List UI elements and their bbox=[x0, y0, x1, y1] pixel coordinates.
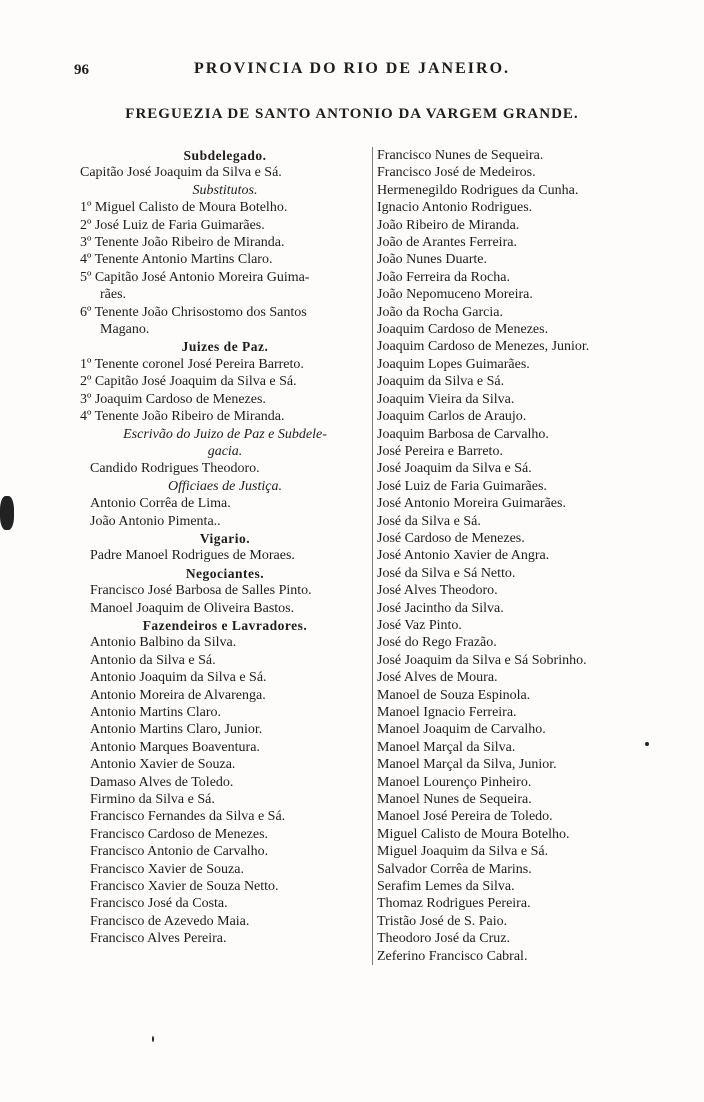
name-entry: Thomaz Rodrigues Pereira. bbox=[377, 896, 531, 912]
name-entry: João de Arantes Ferreira. bbox=[377, 235, 517, 251]
subdelegado-name: Capitão José Joaquim da Silva e Sá. bbox=[80, 165, 282, 181]
name-entry: José da Silva e Sá Netto. bbox=[377, 565, 516, 581]
name-entry: Francisco Nunes de Sequeira. bbox=[377, 148, 544, 163]
fazendeiros-heading: Fazendeiros e Lavradores. bbox=[142, 617, 308, 633]
name-entry: José Jacintho da Silva. bbox=[377, 600, 504, 616]
fazendeiro-entry: Francisco José da Costa. bbox=[90, 896, 228, 912]
name-entry: Manoel Nunes de Sequeira. bbox=[377, 792, 532, 808]
fazendeiros-list bbox=[80, 634, 370, 947]
name-entry: José Joaquim da Silva e Sá Sobrinho. bbox=[377, 652, 587, 668]
name-entry: Hermenegildo Rodrigues da Cunha. bbox=[377, 182, 579, 198]
name-entry: João Nepomuceno Moreira. bbox=[377, 287, 533, 303]
name-entry: João Ferreira da Rocha. bbox=[377, 269, 510, 285]
name-entry: Miguel Calisto de Moura Botelho. bbox=[377, 826, 570, 842]
name-entry: João Nunes Duarte. bbox=[377, 252, 488, 268]
name-entry: Joaquim Barbosa de Carvalho. bbox=[377, 426, 549, 442]
fazendeiro-entry: Antonio Moreira de Alvarenga. bbox=[90, 687, 266, 703]
juiz-entry: 2º Capitão José Joaquim da Silva e Sá. bbox=[80, 374, 297, 390]
name-entry: José Alves Theodoro. bbox=[377, 583, 498, 599]
name-entry: Francisco José de Medeiros. bbox=[377, 165, 536, 181]
name-entry: José Luiz de Faria Guimarães. bbox=[377, 478, 547, 494]
name-entry: José da Silva e Sá. bbox=[377, 513, 481, 529]
fazendeiro-entry: Francisco Fernandes da Silva e Sá. bbox=[90, 809, 286, 825]
name-entry: José Pereira e Barreto. bbox=[377, 443, 503, 459]
name-entry: Manoel Marçal da Silva, Junior. bbox=[377, 757, 557, 773]
left-column bbox=[80, 147, 370, 948]
substituto-entry: 1º Miguel Calisto de Moura Botelho. bbox=[80, 200, 288, 216]
ink-speck bbox=[645, 742, 649, 746]
name-entry: José Joaquim da Silva e Sá. bbox=[377, 461, 532, 477]
section-title: FREGUEZIA DE SANTO ANTONIO DA VARGEM GRANDE. bbox=[125, 106, 579, 122]
name-entry: Manoel Marçal da Silva. bbox=[377, 739, 516, 755]
official-entry: João Antonio Pimenta.. bbox=[90, 513, 221, 529]
fazendeiro-entry: Damaso Alves de Toledo. bbox=[90, 774, 234, 790]
names-list bbox=[377, 147, 677, 965]
negociante-entry: Manoel Joaquim de Oliveira Bastos. bbox=[90, 600, 295, 616]
name-entry: João Ribeiro de Miranda. bbox=[377, 217, 520, 233]
name-entry: Manoel Lourenço Pinheiro. bbox=[377, 774, 532, 790]
fazendeiro-entry: Antonio Joaquim da Silva e Sá. bbox=[90, 670, 267, 686]
substituto-entry: 2º José Luiz de Faria Guimarães. bbox=[80, 217, 265, 233]
fazendeiro-entry: Antonio Balbino da Silva. bbox=[90, 635, 237, 651]
name-entry: Tristão José de S. Paio. bbox=[377, 913, 508, 929]
juiz-entry: 3º Joaquim Cardoso de Menezes. bbox=[80, 391, 266, 407]
fazendeiro-entry: Antonio Martins Claro. bbox=[90, 705, 222, 720]
substituto-entry: 3º Tenente João Ribeiro de Miranda. bbox=[80, 235, 285, 251]
name-entry: Zeferino Francisco Cabral. bbox=[377, 948, 528, 964]
name-entry: José do Rego Frazão. bbox=[377, 635, 497, 651]
right-column bbox=[372, 147, 677, 965]
name-entry: Joaquim Carlos de Araujo. bbox=[377, 409, 527, 425]
name-entry: Joaquim Lopes Guimarães. bbox=[377, 356, 530, 372]
name-entry: Salvador Corrêa de Marins. bbox=[377, 861, 532, 877]
official-entry: Antonio Corrêa de Lima. bbox=[90, 496, 231, 512]
negociantes-heading: Negociantes. bbox=[185, 565, 265, 581]
fazendeiro-entry: Francisco Xavier de Souza. bbox=[90, 861, 244, 877]
name-entry: Serafim Lemes da Silva. bbox=[377, 879, 515, 895]
fazendeiro-entry: Antonio Marques Boaventura. bbox=[90, 739, 260, 755]
vigario-heading: Vigario. bbox=[199, 530, 251, 546]
escrivao-heading: Escrivão do Juizo de Paz e Subdele- bbox=[123, 426, 327, 442]
ink-blot bbox=[0, 496, 14, 530]
name-entry: José Antonio Moreira Guimarães. bbox=[377, 496, 566, 512]
fazendeiro-entry: Francisco Alves Pereira. bbox=[90, 931, 227, 947]
name-entry: João da Rocha Garcia. bbox=[377, 304, 503, 320]
escrivao-name: Candido Rodrigues Theodoro. bbox=[90, 461, 260, 477]
substituto-entry-cont: rães. bbox=[100, 287, 127, 303]
name-entry: Manoel José Pereira de Toledo. bbox=[377, 809, 553, 825]
substitutos-heading: Substitutos. bbox=[192, 182, 258, 198]
name-entry: José Cardoso de Menezes. bbox=[377, 530, 525, 546]
fazendeiro-entry: Francisco Xavier de Souza Netto. bbox=[90, 879, 279, 895]
name-entry: Manoel de Souza Espinola. bbox=[377, 687, 531, 703]
fazendeiro-entry: Antonio Martins Claro, Junior. bbox=[90, 722, 263, 738]
substituto-entry: 6º Tenente João Chrisostomo dos Santos bbox=[80, 304, 307, 320]
running-title: PROVINCIA DO RIO DE JANEIRO. bbox=[193, 60, 511, 77]
name-entry: Manoel Joaquim de Carvalho. bbox=[377, 722, 546, 738]
name-entry: Joaquim Cardoso de Menezes. bbox=[377, 322, 549, 338]
page-number: 96 bbox=[74, 62, 89, 78]
name-entry: Ignacio Antonio Rodrigues. bbox=[377, 200, 533, 216]
ink-speck bbox=[152, 1036, 154, 1042]
negociante-entry: Francisco José Barbosa de Salles Pinto. bbox=[90, 583, 312, 599]
fazendeiro-entry: Firmino da Silva e Sá. bbox=[90, 792, 215, 808]
name-entry: Miguel Joaquim da Silva e Sá. bbox=[377, 844, 549, 860]
juizes-heading: Juizes de Paz. bbox=[181, 339, 269, 355]
fazendeiro-entry: Antonio da Silva e Sá. bbox=[90, 652, 216, 668]
fazendeiro-entry: Francisco Antonio de Carvalho. bbox=[90, 844, 269, 860]
name-entry: Theodoro José da Cruz. bbox=[377, 931, 510, 947]
name-entry: José Alves de Moura. bbox=[377, 670, 498, 686]
vigario-name: Padre Manoel Rodrigues de Moraes. bbox=[90, 548, 295, 564]
escrivao-heading-cont: gacia. bbox=[207, 443, 243, 459]
name-entry: Joaquim da Silva e Sá. bbox=[377, 374, 505, 390]
fazendeiro-entry: Antonio Xavier de Souza. bbox=[90, 757, 236, 773]
fazendeiro-entry: Francisco de Azevedo Maia. bbox=[90, 913, 250, 929]
name-entry: Joaquim Vieira da Silva. bbox=[377, 391, 515, 407]
subdelegado-heading: Subdelegado. bbox=[183, 148, 267, 163]
substituto-entry-cont: Magano. bbox=[100, 322, 150, 338]
juiz-entry: 1º Tenente coronel José Pereira Barreto. bbox=[80, 356, 304, 372]
officiaes-heading: Officiaes de Justiça. bbox=[168, 478, 282, 494]
name-entry: Manoel Ignacio Ferreira. bbox=[377, 705, 517, 720]
substituto-entry: 4º Tenente Antonio Martins Claro. bbox=[80, 252, 273, 268]
name-entry: Joaquim Cardoso de Menezes, Junior. bbox=[377, 339, 590, 355]
fazendeiro-entry: Francisco Cardoso de Menezes. bbox=[90, 826, 269, 842]
substituto-entry: 5º Capitão José Antonio Moreira Guima- bbox=[80, 269, 310, 285]
name-entry: José Antonio Xavier de Angra. bbox=[377, 548, 550, 564]
name-entry: José Vaz Pinto. bbox=[377, 617, 462, 633]
juiz-entry: 4º Tenente João Ribeiro de Miranda. bbox=[80, 409, 285, 425]
